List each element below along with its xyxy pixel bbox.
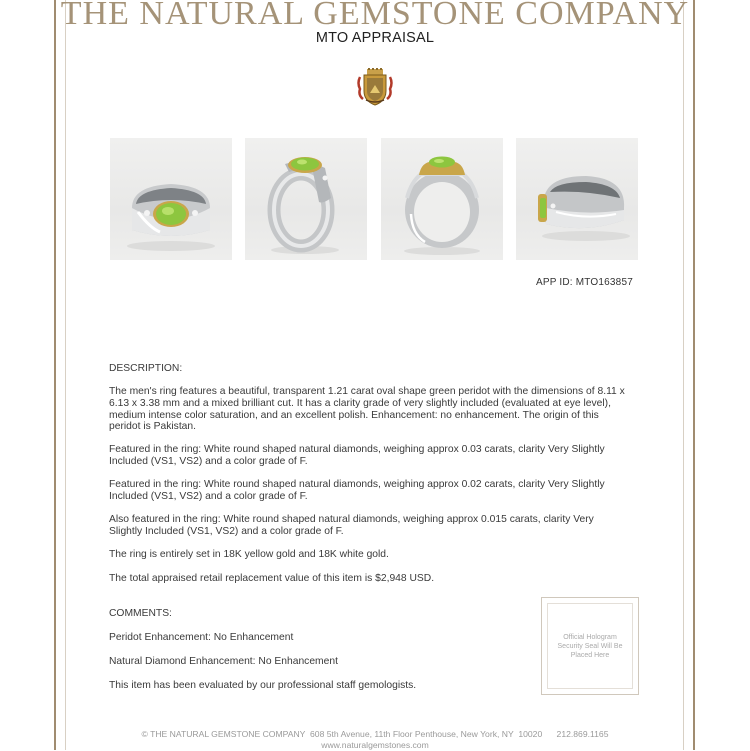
page-border-right-inner (683, 0, 684, 750)
description-paragraph-diamonds-1: Featured in the ring: White round shaped natural diamonds, weighing approx 0.03 carats, clarity Very Slightly Included (VS1, VS2) and a color grade of F. (109, 444, 605, 467)
footer-website[interactable]: www.naturalgemstones.com (321, 740, 429, 750)
company-brand-title: THE NATURAL GEMSTONE COMPANY (60, 0, 690, 32)
comment-evaluation-note: This item has been evaluated by our professional staff gemologists. (109, 680, 417, 691)
description-paragraph-metal: The ring is entirely set in 18K yellow gold and 18K white gold. (109, 549, 389, 560)
description-paragraph-value: The total appraised retail replacement value of this item is $2,948 USD. (109, 573, 435, 584)
document-title: MTO APPRAISAL (315, 30, 435, 46)
comments-heading: COMMENTS: (109, 608, 172, 619)
ring-photo-profile[interactable] (381, 138, 503, 260)
page-border-left-outer (54, 0, 56, 750)
ring-photo-side[interactable] (516, 138, 638, 260)
comment-diamond-enhancement: Natural Diamond Enhancement: No Enhancement (109, 656, 338, 667)
hologram-seal-placeholder (541, 597, 639, 695)
hologram-seal-text: Official Hologram Security Seal Will Be Placed Here (547, 603, 633, 689)
footer-address: © THE NATURAL GEMSTONE COMPANY 608 5th Avenue, 11th Floor Penthouse, New York, NY 10020 212.869.1165 (141, 729, 609, 739)
comment-peridot-enhancement: Peridot Enhancement: No Enhancement (109, 632, 294, 643)
page-border-right-outer (693, 0, 695, 750)
page-border-left-inner (65, 0, 66, 750)
description-paragraph-diamonds-3: Also featured in the ring: White round shaped natural diamonds, weighing approx 0.015 carats, clarity Very Slightly Included (VS1, VS2) and a color grade of F. (109, 514, 594, 537)
appraisal-id: APP ID: MTO163857 (536, 277, 633, 288)
description-heading: DESCRIPTION: (109, 363, 183, 374)
footer (0, 729, 750, 751)
description-paragraph-diamonds-2: Featured in the ring: White round shaped natural diamonds, weighing approx 0.02 carats, clarity Very Slightly Included (VS1, VS2) and a color grade of F. (109, 479, 605, 502)
description-paragraph-peridot: The men's ring features a beautiful, transparent 1.21 carat oval shape green peridot with the dimensions of 8.11 x 6.13 x 3.38 mm and a mixed brilliant cut. It has a clarity grade of very slightly included (evaluated at eye level), medium intense color saturation, and an excellent polish. Enhancement: no enhancement. The origin of this peridot is Pakistan. (109, 386, 625, 433)
heraldic-crest-icon (356, 67, 394, 107)
ring-photo-front[interactable] (110, 138, 232, 260)
ring-photo-angled[interactable] (245, 138, 367, 260)
